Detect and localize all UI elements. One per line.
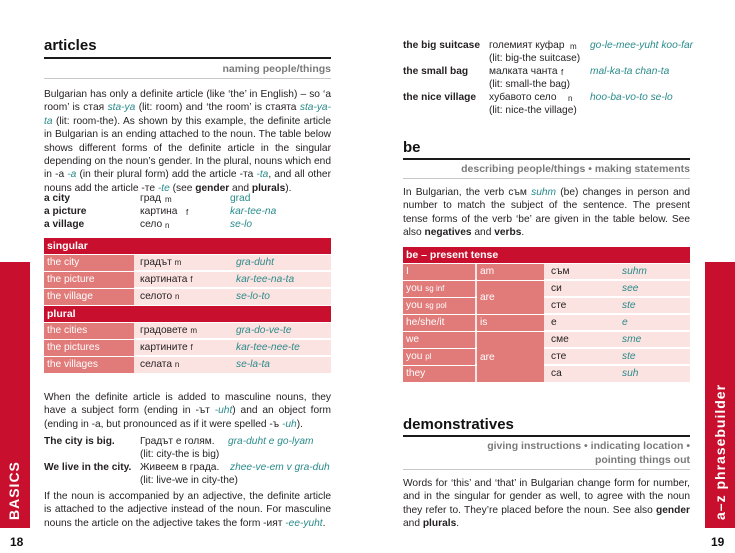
example-lit: (lit: city-the is big) [140, 449, 220, 460]
section-title-articles: articles [44, 37, 97, 54]
left-page: articles naming people/things Bulgarian has only a definite article (like ‘the’ in English) – so ‘a room’ is стая sta-ya (lit: room) and ‘the room’ is стаята sta-ya-ta (lit: room-the). As shown by this example, the definite article in Bulgarian is an ending attached to the noun. The table below shows different forms of the definite article in the singular depending on the noun’s gender. In the plural, nouns which end in -а -a (in their plural form) add the article -та -ta, and all other nouns add the article -те -te (see gender and plurals). a city град m grad a picture картина f kar-tee-na a village село n se-lo singular the city градът m gra-duht the picture картината f kar-tee-na-ta the village селото n se-lo-to plural the cities градовете m gra-do-ve-te the pictures картините f kar-tee-nee-te the villages селата n se-la-ta When the definite article is added to masculine nouns, they have a subject form (ending in -ът -uht) and an object form (ending in -а, but pronounced as if it were spelled -ъ -uh). The city is big. Градът е голям. gra-duht e go-lyam (lit: city-the is big) We live in the city. Живеем в града. zhee-ve-em v gra-duh (lit: live-we in city-the) If the noun is accompanied by an adjective, the definite article is attached to the adjective instead of the noun. For masculine nouns the article on the adjective takes the form -ият -ee-yuht. BASICS 18 [0, 0, 367, 553]
table-row: the cities градовете m gra-do-ve-te [44, 323, 331, 339]
subtitle-rule [403, 178, 690, 179]
adj-example-lit: (lit: small-the bag) [489, 79, 570, 90]
section-subtitle-line2: pointing things out [594, 454, 690, 466]
be-table [403, 247, 690, 383]
table-row: the pictures картините f kar-tee-nee-te [44, 340, 331, 356]
be-table-header: be – present tense [403, 247, 690, 263]
right-page: the big suitcase големият куфар m go-le-mee-yuht koo-far (lit: big-the suitcase) the small bag малката чанта f mal-ka-ta chan-ta (lit: small-the bag) the nice village хубавото село n hoo-ba-vo-to se-lo (lit: nice-the village) be describing people/things • making statements In Bulgarian, the verb съм suhm (be) changes in person and number to match the subject of the sentence. The present tense forms of the verb ‘be’ are given in the table below. See also negatives and verbs. be – present tense I am съм suhm you sg inf си see you sg pol сте ste are he/she/it is е e we сме sme you pl сте ste they са suh are demonstratives giving instructions • indicating location • pointing things out Words for ‘this’ and ‘that’ in Bulgarian change form for number, and in the singular for gender as well, to agree with the noun they refer to. They’re placed before the noun. See also gender and plurals. a–z phrasebuilder 19 [368, 0, 735, 553]
example-lit: (lit: live-we in city-the) [140, 475, 238, 486]
be-intro-paragraph: In Bulgarian, the verb съм suhm (be) changes in person and number to match the subject of the sentence. The present tense forms of the verb ‘be’ are given in the table below. See also negatives and verbs. [403, 187, 690, 239]
masculine-paragraph: When the definite article is added to masculine nouns, they have a subject form (ending in -ът -uht) and an object form (ending in -а, but pronounced as if it were spelled -ъ -uh). [44, 392, 331, 430]
table-row: you sg inf си see [403, 281, 690, 297]
table-row: I am съм suhm [403, 264, 690, 280]
table-row: you pl сте ste [403, 349, 690, 365]
table-row: they са suh [403, 366, 690, 382]
title-rule [403, 435, 690, 437]
subtitle-rule [403, 469, 690, 470]
table-header-singular: singular [44, 238, 331, 254]
table-row: the village селото n se-lo-to [44, 289, 331, 305]
section-title-be: be [403, 139, 421, 156]
table-row: we сме sme [403, 332, 690, 348]
table-row: he/she/it is е e [403, 315, 690, 331]
section-tab-basics: BASICS [0, 262, 30, 528]
subtitle-rule [44, 78, 331, 79]
page-number: 18 [10, 535, 24, 549]
adj-example-lit: (lit: nice-the village) [489, 105, 577, 116]
table-row: you sg pol сте ste [403, 298, 690, 314]
table-row: the picture картината f kar-tee-na-ta [44, 272, 331, 288]
section-subtitle: naming people/things [222, 63, 331, 75]
table-row: the villages селата n se-la-ta [44, 357, 331, 373]
section-subtitle: describing people/things • making statements [461, 163, 690, 175]
table-header-plural: plural [44, 306, 331, 322]
section-tab-phrasebuilder: a–z phrasebuilder [705, 262, 735, 528]
intro-paragraph: Bulgarian has only a definite article (like ‘the’ in English) – so ‘a room’ is стая sta-ya (lit: room) and ‘the room’ is стаята sta-ya-ta (lit: room-the). As shown by this example, the definite article in Bulgarian is an ending attached to the noun. The table below shows different forms of the definite article in the singular depending on the noun’s gender. In the plural, nouns which end in -а -a (in their plural form) add the article -та -ta, and all other nouns add the article -те -te (see gender and plurals). [44, 89, 331, 194]
section-subtitle-line1: giving instructions • indicating location • [487, 440, 690, 452]
are-cell: are [477, 332, 544, 382]
adjective-paragraph: If the noun is accompanied by an adjective, the definite article is attached to the adjective instead of the noun. For masculine nouns the article on the adjective takes the form -ият -ee-yuht. [44, 491, 331, 529]
adj-example-lit: (lit: big-the suitcase) [489, 53, 581, 64]
title-rule [44, 57, 331, 59]
section-title-demonstratives: demonstratives [403, 416, 514, 433]
article-table [44, 238, 331, 374]
dem-intro-paragraph: Words for ‘this’ and ‘that’ in Bulgarian change form for number, and in the singular for gender as well, to agree with the noun they refer to. They’re placed before the noun. See also gender and plurals. [403, 478, 690, 530]
title-rule [403, 158, 690, 160]
page-number: 19 [711, 535, 725, 549]
are-cell: are [477, 281, 544, 314]
table-row: the city градът m gra-duht [44, 255, 331, 271]
